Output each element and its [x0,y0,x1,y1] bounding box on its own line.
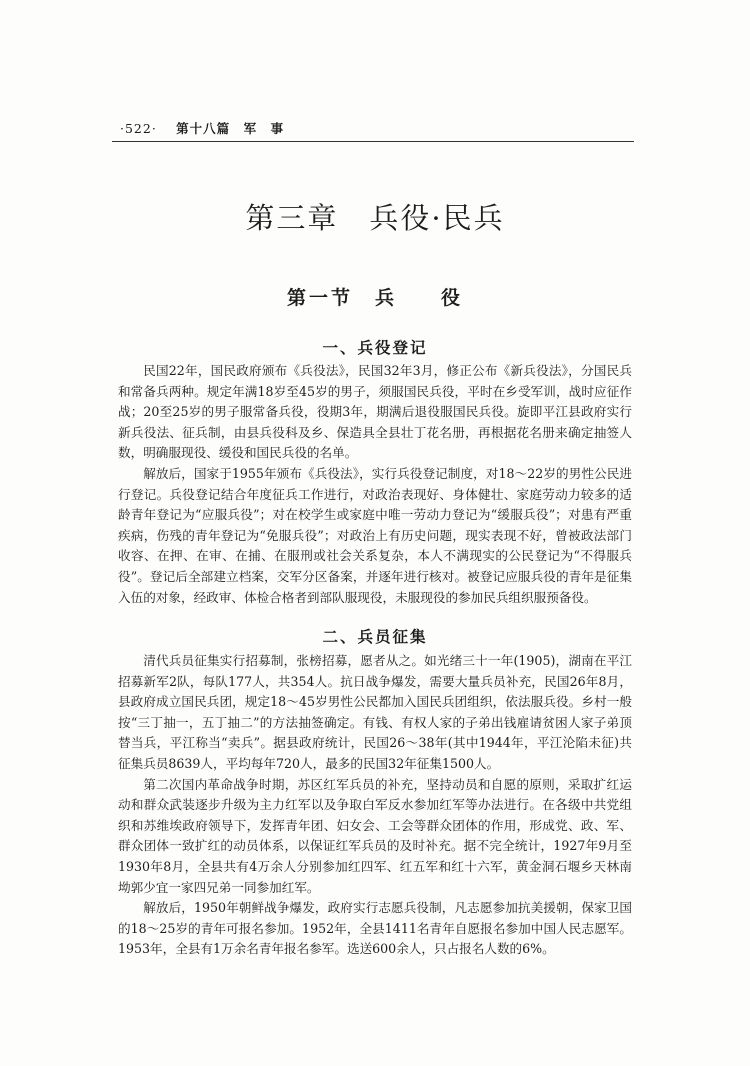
paragraph: 第二次国内革命战争时期，苏区红军兵员的补充，坚持动员和自愿的原则，采取扩红运动和群众武装逐步升级为主力红军以及争取白军反水参加红军等办法进行。在各级中共党组织和苏维埃政府领导下，发挥青年团、妇女会、工会等群众团体的作用，形成党、政、军、群众团体一致扩红的动员体系，以保证红军兵员的及时补充。据不完全统计，1927年9月至1930年8月，全县共有4万余人分别参加红四军、红五军和红十六军，黄金洞石堰乡天林南坳郭少宜一家四兄弟一同参加红军。 [118,776,632,895]
paragraph: 清代兵员征集实行招募制，张榜招募，愿者从之。如光绪三十一年(1905)，湖南在平江招募新军2队，每队177人，共354人。抗日战争爆发，需要大量兵员补充，民国26年8月，县政府成立国民兵团，规定18～45岁男性公民都加入国民兵团组织，依法服兵役。乡村一般按“三丁抽一，五丁抽二”的方法抽签确定。有钱、有权人家的子弟出钱雇请贫困人家子弟顶替当兵，平江称当“卖兵”。据县政府统计，民国26～38年(其中1944年，平江沦陷未征)共征集兵员8639人，平均每年720人，最多的民国32年征集1500人。 [118,653,632,771]
subsection-heading: 二、兵员征集 [322,627,428,646]
paragraph: 解放后，1950年朝鲜战争爆发，政府实行志愿兵役制，凡志愿参加抗美援朝，保家卫国的18～25岁的青年可报名参加。1952年，全县1411名青年自愿报名参加中国人民志愿军。1953年，全县有1万余名青年报名参军。选送600余人，只占报名人数的6%。 [118,900,632,957]
subsection-body [118,651,632,960]
subsection-heading: 一、兵役登记 [322,338,428,357]
page-number: ·522· [120,121,157,136]
subsection-body [118,361,632,608]
chapter-title: 第三章 兵役·民兵 [245,201,505,235]
paragraph: 解放后，国家于1955年颁布《兵役法》，实行兵役登记制度，对18～22岁的男性公民进行登记。兵役登记结合年度征兵工作进行，对政治表现好、身体健壮、家庭劳动力较多的适龄青年登记为“应服兵役”；对在校学生或家庭中唯一劳动力登记为“缓服兵役”；对患有严重疾病，伤残的青年登记为“免服兵役”；对政治上有历史问题，现实表现不好，曾被政法部门收容、在押、在审、在捕、在服刑或社会关系复杂，本人不满现实的公民登记为“不得服兵役”。登记后全部建立档案，交军分区备案，并逐年进行核对。被登记应服兵役的青年是征集入伍的对象，经政审、体检合格者到部队服现役，未服现役的参加民兵组织服预备役。 [118,465,632,605]
part-title: 第十八篇 军 事 [176,121,285,136]
running-header [120,119,284,137]
header-rule [112,141,634,142]
paragraph: 民国22年，国民政府颁布《兵役法》，民国32年3月，修正公布《新兵役法》，分国民兵和常备兵两种。规定年满18岁至45岁的男子，须服国民兵役，平时在乡受军训，战时应征作战；20至25岁的男子服常备兵役，役期3年，期满后退役服国民兵役。旋即平江县政府实行新兵役法、征兵制，由县兵役科及乡、保造具全县壮丁花名册，再根据花名册来确定抽签人数，明确服现役、缓役和国民兵役的名单。 [118,363,632,461]
section-title: 第一节 兵 役 [286,287,463,309]
